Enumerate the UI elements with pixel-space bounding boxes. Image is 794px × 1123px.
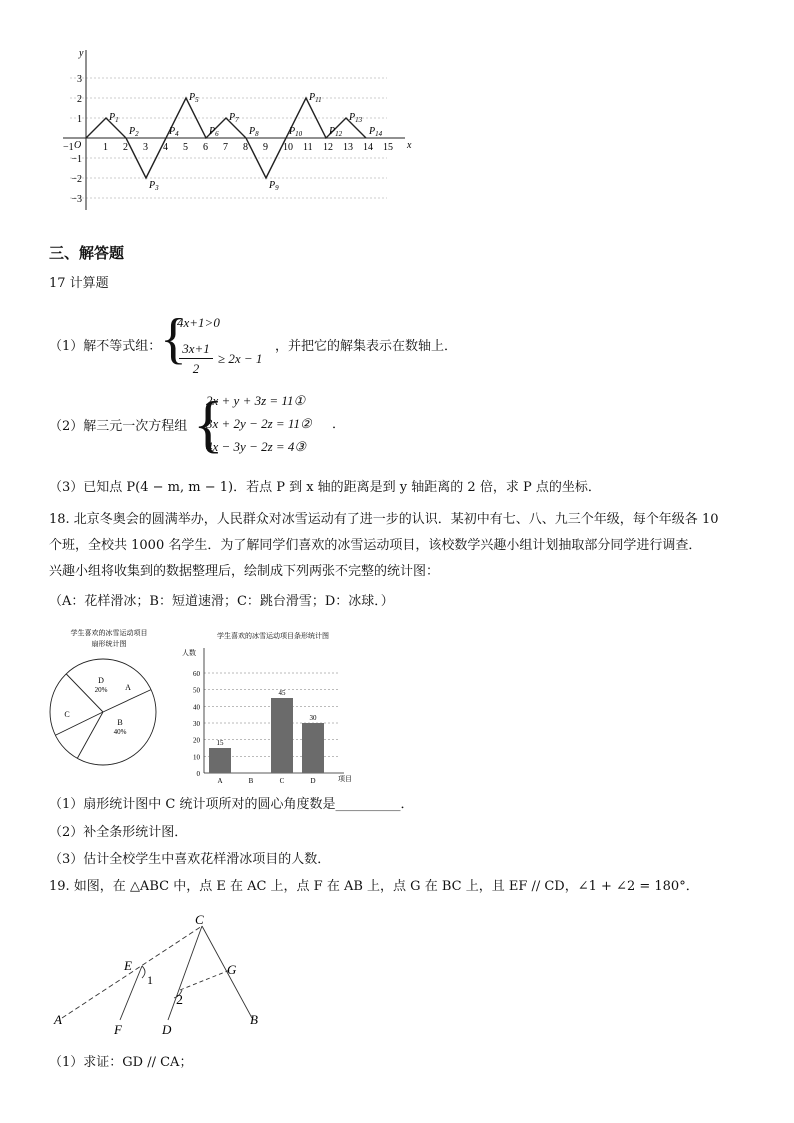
q18-line-3: 兴趣小组将收集到的数据整理后，绘制成下列两张不完整的统计图： [49,564,440,579]
bar-chart [178,628,358,788]
q18-legend: （A：花样滑冰；B：短道速滑；C：跳台滑雪；D：冰球．） [49,594,394,609]
bar-value-label: 45 [278,689,286,697]
bar-ytick-label: 50 [193,686,200,695]
point-label: $P_6$ [209,126,219,138]
point-label: $P_3$ [149,180,159,192]
q17-part2-suffix: ． [332,417,346,432]
bar-title: 学生喜欢的冰雪运动项目条形统计图 [217,632,329,640]
point-label: $P_1$ [109,112,119,124]
q17-eq-3: 4x − 3y − 2z = 4③ [206,439,307,454]
bar-value-label: 15 [216,739,224,747]
pie-slice-label: B [117,718,123,727]
pie-slice-edge [55,712,103,735]
pie-slice-edge [77,712,103,758]
q17-ineq-2-denominator: 2 [192,361,200,376]
x-tick-label: 2 [123,142,128,153]
x-tick-label: 15 [383,142,393,153]
q17-part1-prefix: （1）解不等式组： [49,339,162,354]
point-label: $P_{13}$ [349,112,363,124]
bar-ytick-label: 40 [193,703,200,712]
point-label: $P_2$ [129,126,139,138]
label-E: E [124,958,132,973]
origin-label: O [74,140,82,151]
y-tick-label: 3 [77,74,82,85]
y-tick-label: −2 [71,174,82,185]
pie-slice-label: C [64,710,70,719]
q18-line-1: 18. 北京冬奥会的圆满举办，人民群众对冰雪运动有了进一步的认识．某初中有七、八、九三个年级，每个年级各 10 [49,512,719,527]
x-tick-label: 10 [283,142,293,153]
y-tick-label: 2 [77,94,82,105]
bar-category-label: B [248,777,254,785]
bar-value-label: 30 [309,714,317,722]
bar-ytick-label: 30 [193,720,200,728]
x-tick-label: 13 [343,142,353,153]
x-tick-label: 3 [143,142,148,153]
point-label: $P_9$ [269,180,279,192]
q18-line-2: 个班，全校共 1000 名学生．为了解同学们喜欢的冰雪运动项目，该校数学兴趣小组计划抽取部分同学进行调查． [49,538,702,553]
triangle-figure [50,908,270,1038]
label-B: B [250,1012,258,1027]
q18-sub-1: （1）扇形统计图中 C 统计项所对的圆心角度数是__________． [49,797,414,812]
y-tick-label: 1 [77,114,82,125]
bar-category-label: C [279,777,285,785]
point-label: $P_{12}$ [329,126,343,138]
bar-category-label: A [217,777,223,785]
bar-ytick-label: 10 [193,753,200,762]
q17-ineq-2-numerator: 3x+1 [179,340,213,359]
label-G: G [227,962,237,977]
pie-subtitle: 扇形统计图 [91,640,127,648]
point-label: $P_5$ [189,92,199,104]
bar-C [271,698,293,773]
pie-slice-percent: 40% [113,728,127,736]
bar-ytick-label: 60 [193,670,200,678]
label-F: F [114,1022,122,1037]
x-tick-label: 9 [263,142,268,153]
label-A: A [54,1012,62,1027]
y-tick-label: −1 [71,154,82,165]
q17-ineq-2-rest: ≥ 2x − 1 [218,351,263,366]
x-tick-label: 4 [163,142,168,153]
q17-eq-1: 2x + y + 3z = 11① [206,393,306,408]
q19-text: 19. 如图，在 △ABC 中，点 E 在 AC 上，点 F 在 AB 上，点 G 在 BC 上，且 EF // CD，∠1 + ∠2 = 180°． [49,879,699,894]
point-label: $P_{10}$ [289,126,303,138]
label-angle-1: 1 [147,973,153,987]
x-tick-label: 14 [363,142,373,153]
bar-ytick-label: 20 [193,736,200,745]
section-title: 三、解答题 [49,244,125,262]
q17-eq-2: 3x + 2y − 2z = 11② [206,416,312,431]
q17-title: 17 计算题 [49,276,109,291]
x-tick-label: 6 [203,142,208,153]
point-label: $P_8$ [249,126,259,138]
point-label: $P_7$ [229,112,239,124]
bar-xlabel: 项目 [338,775,352,783]
bar-D [302,723,324,773]
label-angle-2: 2 [176,993,183,1008]
pie-slice-label: A [125,683,131,692]
q18-sub-2: （2）补全条形统计图． [49,825,188,840]
pie-slice-label: D [98,676,104,685]
q19-sub-1: （1）求证：GD // CA； [49,1055,193,1070]
q18-sub-3: （3）估计全校学生中喜欢花样滑冰项目的人数． [49,852,331,867]
q17-part2-prefix: （2）解三元一次方程组 [49,419,188,434]
bar-A [209,748,231,773]
label-D: D [162,1022,172,1037]
coordinate-grid-figure [55,40,425,215]
x-tick-label: 8 [243,142,248,153]
pie-title: 学生喜欢的冰雪运动项目 [70,629,148,637]
y-axis-label: y [79,48,84,59]
bar-ytick-label: 0 [196,770,200,778]
x-tick-label: −1 [63,142,74,153]
pie-slice-edge [103,690,151,712]
q17-part1-suffix: ，并把它的解集表示在数轴上． [275,339,458,354]
q17-part3: （3）已知点 P(4 − m, m − 1)．若点 P 到 x 轴的距离是到 y 轴距离的 2 倍，求 P 点的坐标． [49,480,601,495]
x-tick-label: 11 [303,142,313,153]
point-label: $P_4$ [169,126,179,138]
brace-system-1: { [160,308,187,370]
bar-category-label: D [310,777,316,785]
label-C: C [195,912,204,927]
x-tick-label: 7 [223,142,228,153]
pie-chart [45,625,175,775]
x-axis-label: x [407,140,412,151]
x-tick-label: 1 [103,142,108,153]
point-label: $P_{11}$ [309,92,322,104]
bar-ylabel: 人数 [182,649,196,657]
q17-ineq-1: 4x+1>0 [177,315,220,330]
x-tick-label: 5 [183,142,188,153]
pie-slice-percent: 20% [94,686,108,694]
brace-system-2: { [193,388,224,459]
x-tick-label: 12 [323,142,333,153]
y-tick-label: −3 [71,194,82,205]
point-label: $P_{14}$ [369,126,383,138]
